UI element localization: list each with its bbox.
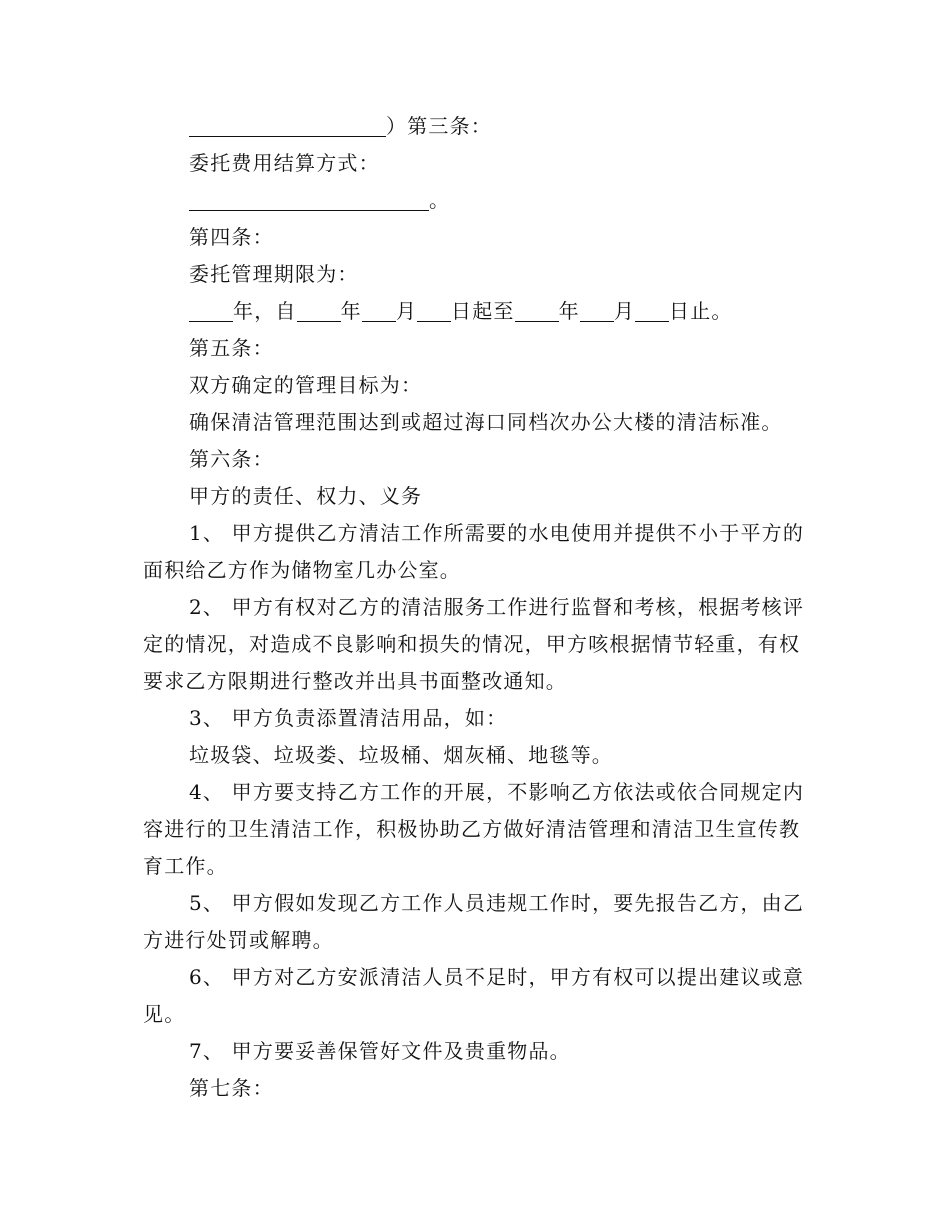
article-4-heading: 第四条：	[189, 225, 274, 249]
list-item: 2、 甲方有权对乙方的清洁服务工作进行监督和考核，根据考核评定的情况，对造成不良影响和损失的情况，甲方咳根据情节轻重，有权要求乙方限期进行整改并出具书面整改通知。	[143, 595, 805, 693]
article-5-heading: 第五条：	[189, 336, 274, 360]
fee-settlement-blank-line: 。	[143, 182, 808, 219]
list-item: 垃圾袋、垃圾娄、垃圾桶、烟灰桶、地毯等。	[189, 743, 613, 767]
fill-blank	[580, 297, 614, 322]
goal-text: 确保清洁管理范围达到或超过海口同档次办公大楼的清洁标准。	[189, 410, 783, 434]
fill-blank	[417, 297, 451, 322]
fill-blank	[189, 112, 386, 137]
fee-settlement-label: 委托费用结算方式：	[189, 151, 380, 175]
fill-blank	[297, 297, 341, 322]
fill-blank	[189, 186, 429, 211]
list-item: 5、 甲方假如发现乙方工作人员违规工作时，要先报告乙方，由乙方进行处罚或解聘。	[143, 891, 805, 952]
document-body	[143, 108, 808, 1107]
party-a-duties-title: 甲方的责任、权力、义务	[189, 484, 423, 508]
list-item: 3、 甲方负责添置清洁用品，如：	[189, 706, 508, 730]
list-item: 1、 甲方提供乙方清洁工作所需要的水电使用并提供不小于平方的面积给乙方作为储物室几办公室。	[143, 521, 805, 582]
article-6-heading: 第六条：	[189, 447, 274, 471]
fill-blank	[515, 297, 559, 322]
fee-settlement-line	[143, 108, 808, 145]
list-item: 4、 甲方要支持乙方工作的开展，不影响乙方依法或依合同规定内容进行的卫生清洁工作，积极协助乙方做好清洁管理和清洁卫生宣传教育工作。	[143, 780, 805, 878]
fill-blank	[189, 297, 233, 322]
list-item: 6、 甲方对乙方安派清洁人员不足时，甲方有权可以提出建议或意见。	[143, 965, 805, 1026]
list-item: 7、 甲方要妥善保管好文件及贵重物品。	[189, 1039, 571, 1063]
fill-blank	[635, 297, 669, 322]
article-3-heading: ）第三条：	[386, 114, 492, 138]
term-label: 委托管理期限为：	[189, 262, 359, 286]
goal-label: 双方确定的管理目标为：	[189, 373, 423, 397]
fill-blank	[362, 297, 396, 322]
article-7-heading: 第七条：	[189, 1076, 274, 1100]
term-line: 年，自 年 月 日起至 年 月 日止。	[143, 293, 808, 330]
